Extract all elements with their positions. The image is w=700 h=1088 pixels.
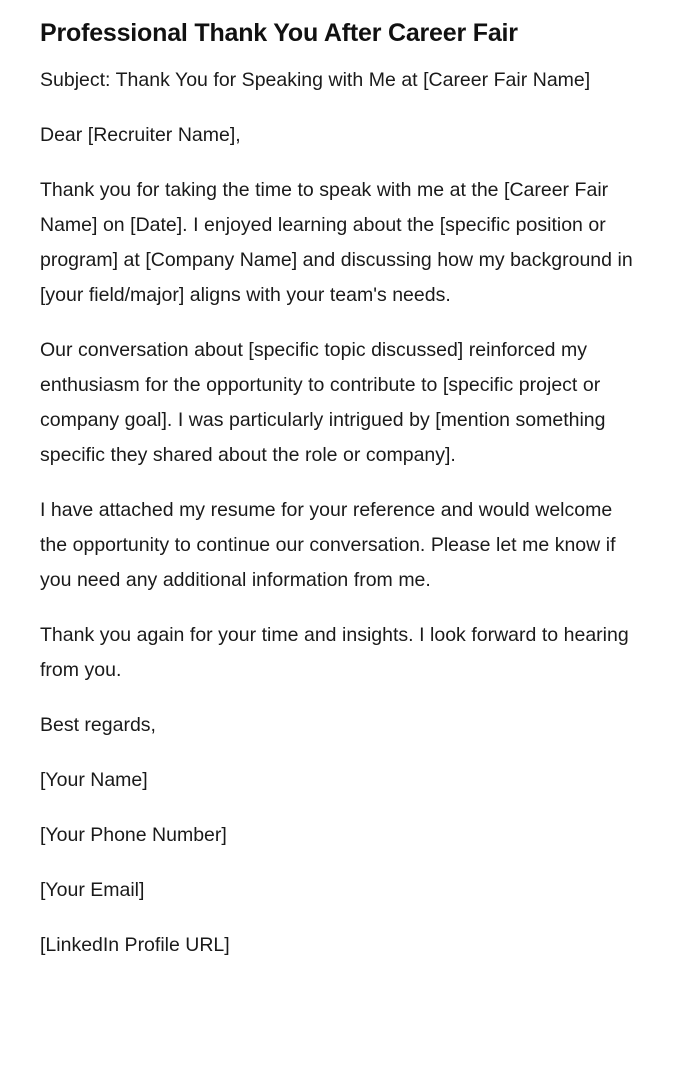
signature-name: [Your Name] xyxy=(40,769,148,792)
body-paragraph-2: Our conversation about [specific topic discussed] reinforced my enthusiasm for the opportunity to contribute to [specific project or company goal]. I was particularly intrigued by [mention something specific they shared about the role or company]. xyxy=(40,339,606,467)
page-title: Professional Thank You After Career Fair xyxy=(40,19,518,47)
closing-line: Best regards, xyxy=(40,714,156,737)
signature-email: [Your Email] xyxy=(40,879,145,902)
body-paragraph-1: Thank you for taking the time to speak with me at the [Career Fair Name] on [Date]. I enjoyed learning about the [specific position or program] at [Company Name] and discussing how my background in [your field/major] aligns with your team's needs. xyxy=(40,179,633,307)
signature-linkedin: [LinkedIn Profile URL] xyxy=(40,934,230,957)
body-paragraph-3: I have attached my resume for your reference and would welcome the opportunity to continue our conversation. Please let me know if you need any additional information from me. xyxy=(40,499,616,592)
body-paragraph-4: Thank you again for your time and insights. I look forward to hearing from you. xyxy=(40,624,629,682)
signature-phone: [Your Phone Number] xyxy=(40,824,227,847)
subject-line: Subject: Thank You for Speaking with Me at [Career Fair Name] xyxy=(40,69,591,92)
salutation: Dear [Recruiter Name], xyxy=(40,124,241,147)
